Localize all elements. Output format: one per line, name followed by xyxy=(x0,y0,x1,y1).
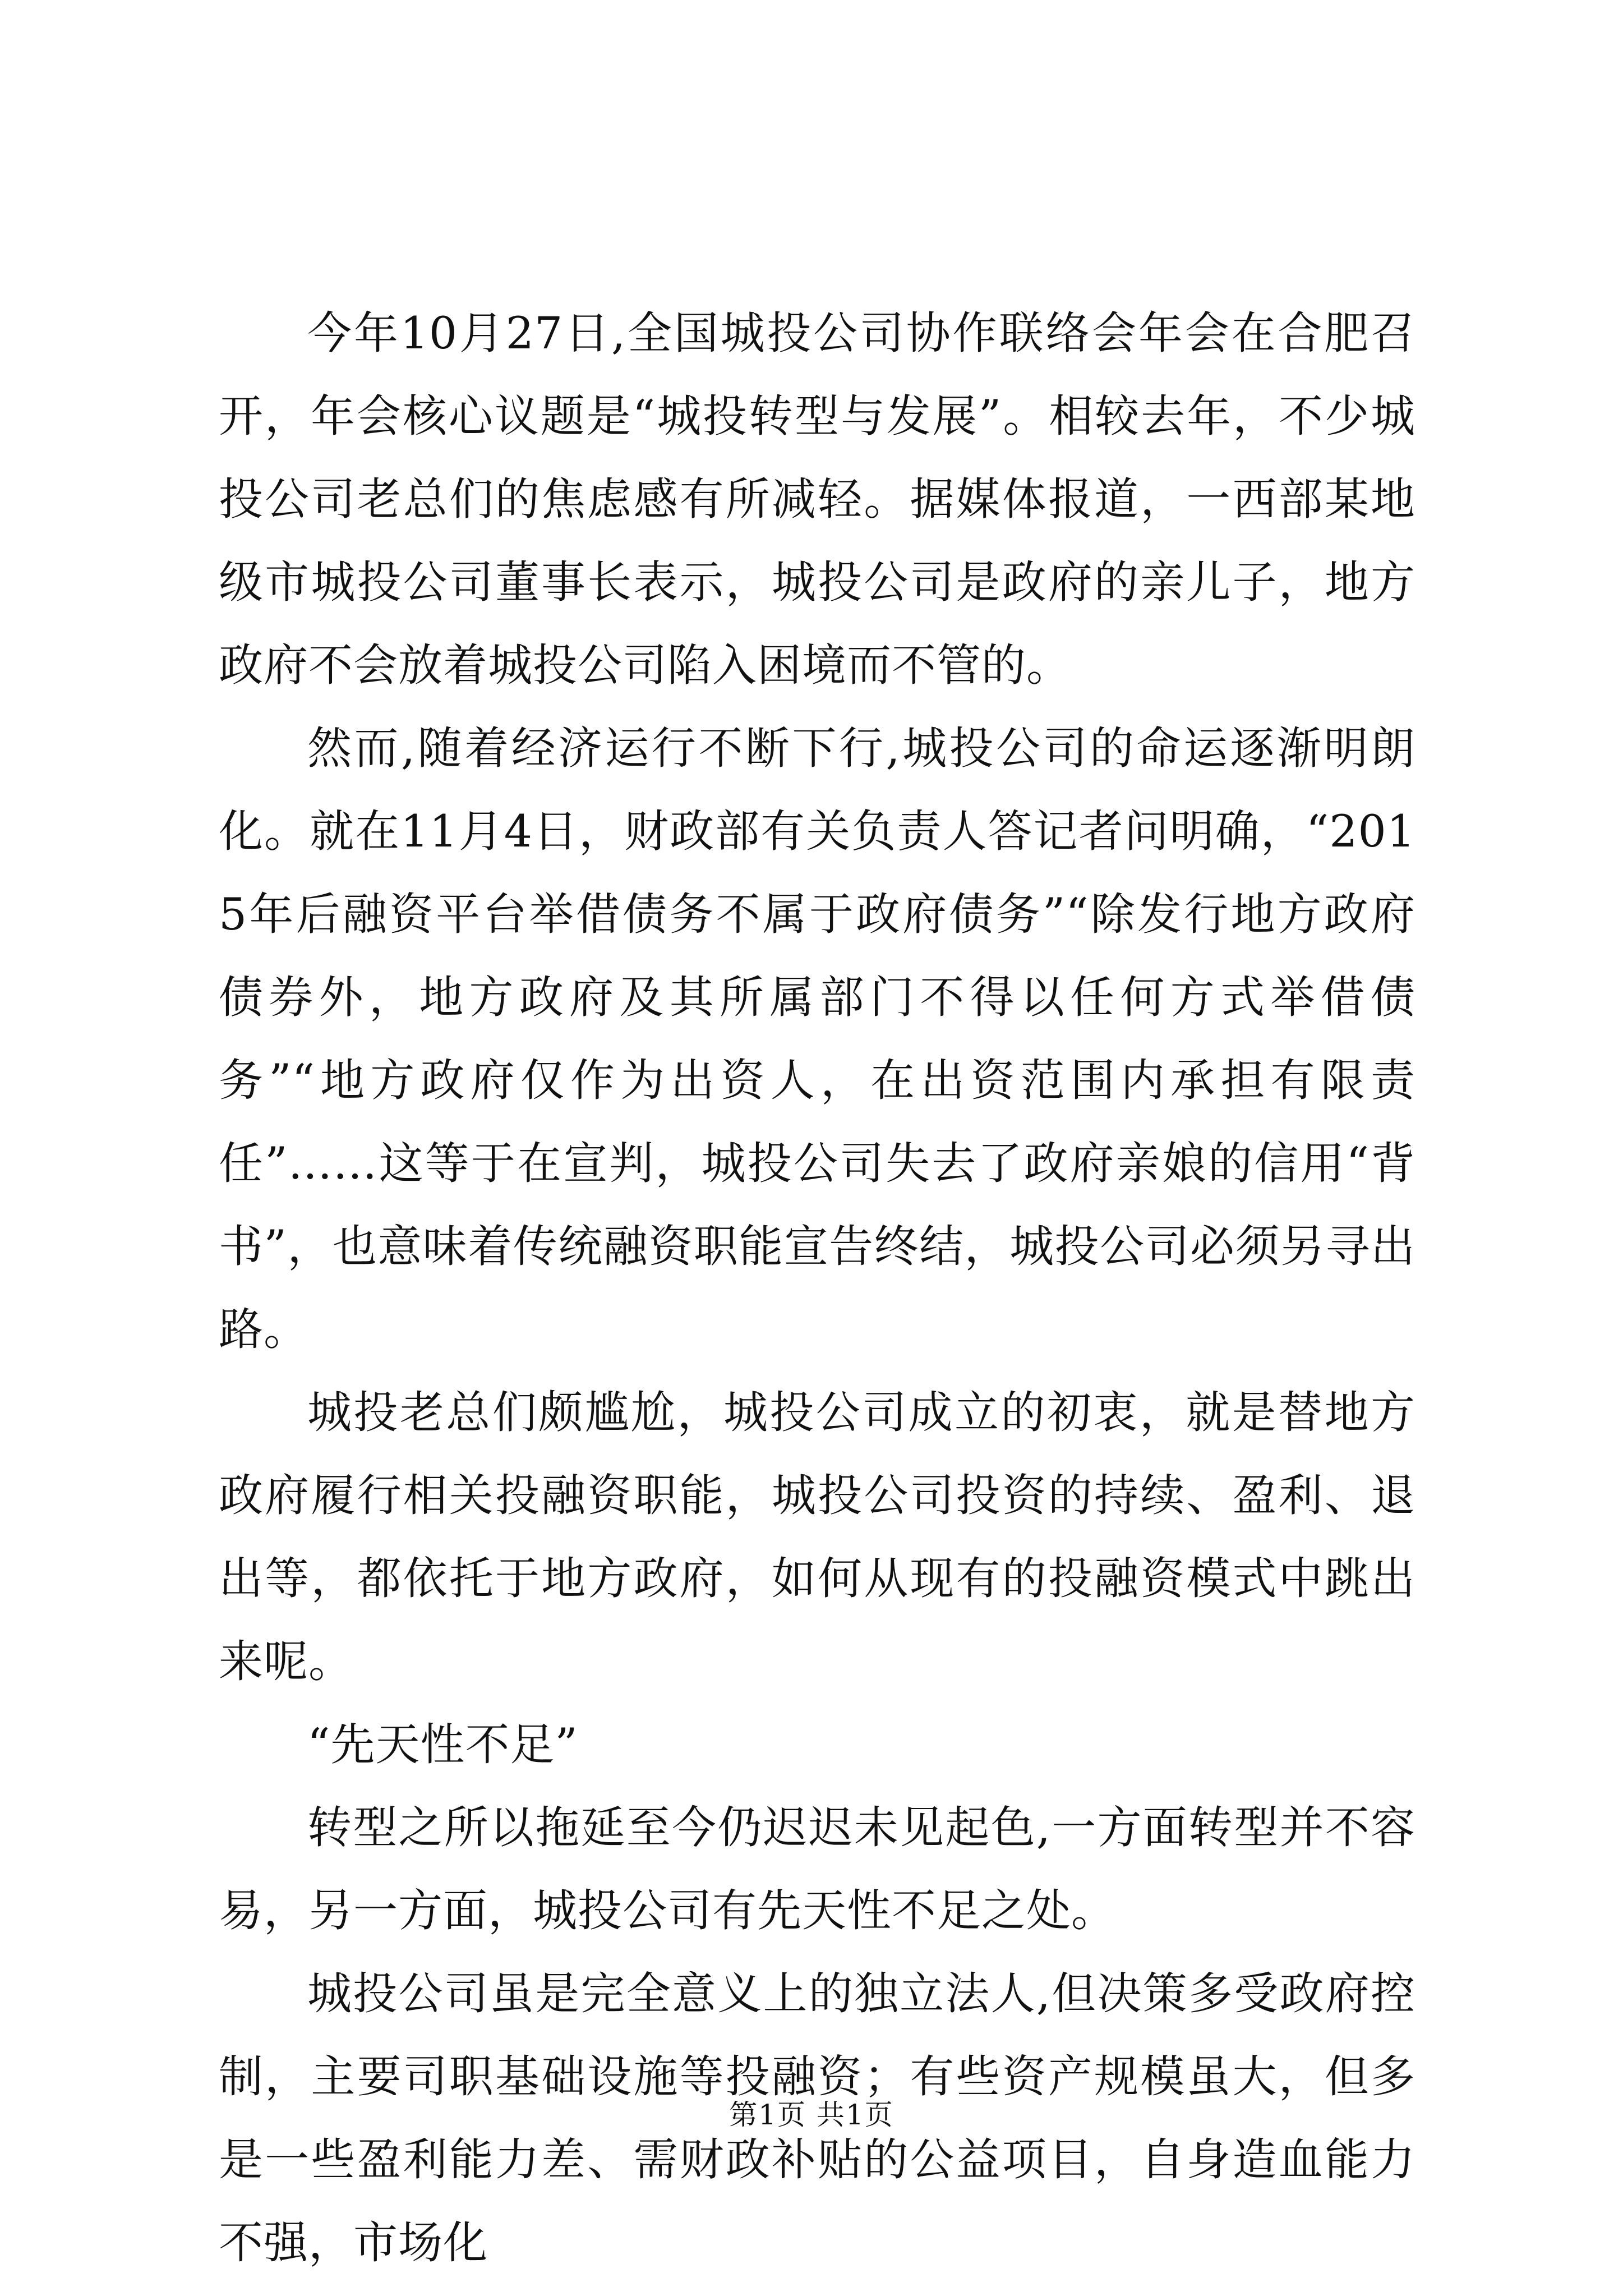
paragraph-3: 城投老总们颇尴尬，城投公司成立的初衷，就是替地方政府履行相关投融资职能，城投公司投资的持续、盈利、退出等，都依托于地方政府，如何从现有的投融资模式中跳出来呢。 xyxy=(219,1387,1415,1687)
paragraph-2: 然而,随着经济运行不断下行,城投公司的命运逐渐明朗化。就在11月4日，财政部有关负责人答记者问明确，“2015年后融资平台举借债务不属于政府债务”“除发行地方政府债券外，地方政府及其所属部门不得以任何方式举借债务”“地方政府仅作为出资人，在出资范围内承担有限责任”……这等于在宣判，城投公司失去了政府亲娘的信用“背书”，也意味着传统融资职能宣告终结，城投公司必须另寻出路。 xyxy=(219,723,1415,1355)
section-heading: “先天性不足” xyxy=(307,1719,578,1770)
document-body xyxy=(219,292,1415,2284)
paragraph-1: 今年10月27日,全国城投公司协作联络会年会在合肥召开，年会核心议题是“城投转型与发展”。相较去年，不少城投公司老总们的焦虑感有所减轻。据媒体报道，一西部某地级市城投公司董事长表示，城投公司是政府的亲儿子，地方政府不会放着城投公司陷入困境而不管的。 xyxy=(219,307,1415,691)
page-footer: 第1页 共1页 xyxy=(729,2099,894,2131)
paragraph-5: 城投公司虽是完全意义上的独立法人,但决策多受政府控制，主要司职基础设施等投融资；有些资产规模虽大，但多是一些盈利能力差、需财政补贴的公益项目，自身造血能力不强，市场化 xyxy=(219,1968,1415,2269)
paragraph-4: 转型之所以拖延至今仍迟迟未见起色,一方面转型并不容易，另一方面，城投公司有先天性不足之处。 xyxy=(219,1802,1415,1936)
